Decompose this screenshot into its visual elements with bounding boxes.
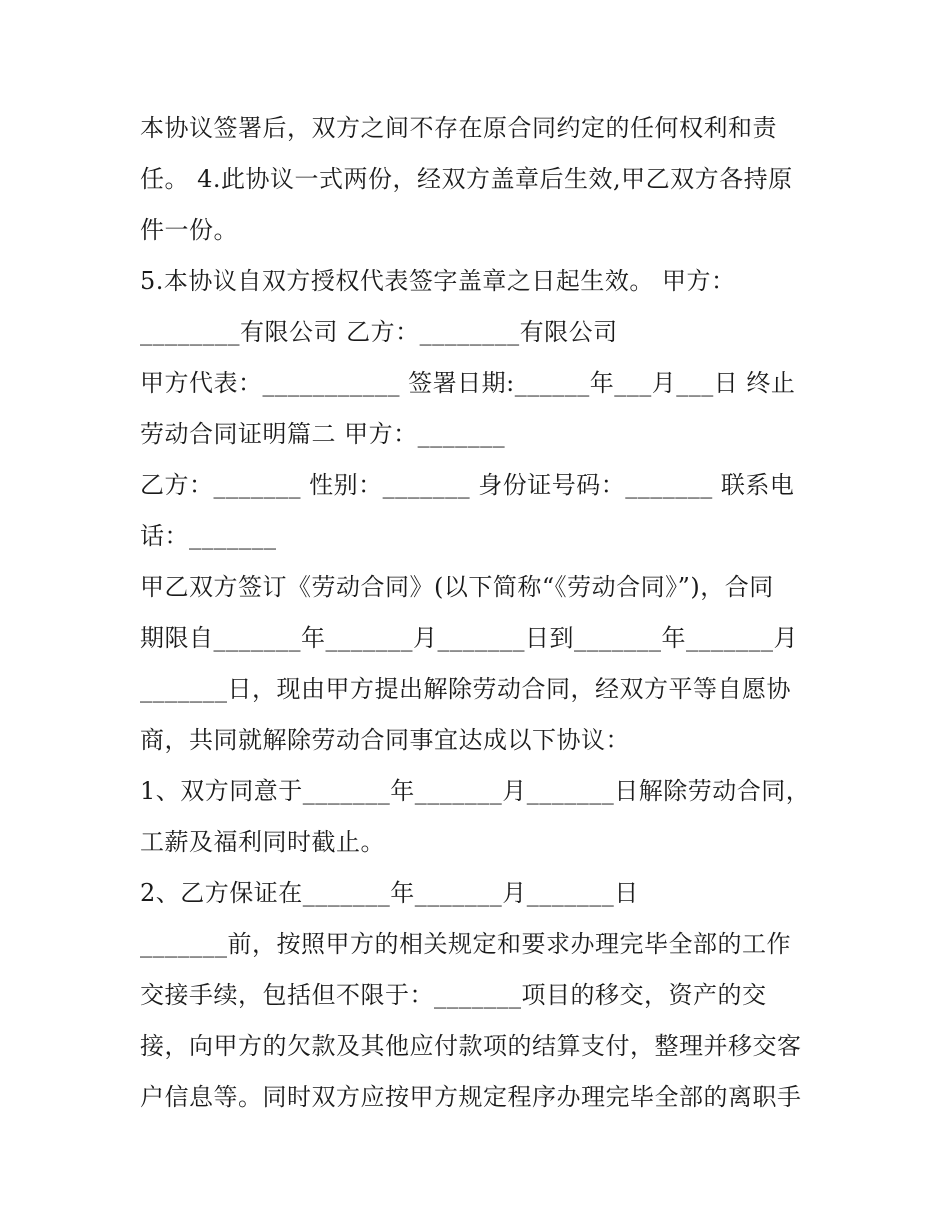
text-line: 接，向甲方的欠款及其他应付款项的结算支付，整理并移交客 [140,1032,802,1060]
text-line: _______日，现由甲方提出解除劳动合同，经双方平等自愿协 [140,675,791,703]
text-line: 工薪及福利同时截止。 [140,828,385,856]
text-line: _______前，按照甲方的相关规定和要求办理完毕全部的工作 [140,930,791,958]
text-line: 期限自_______年_______月_______日到_______年_______月 [140,624,798,652]
text-line: 商，共同就解除劳动合同事宜达成以下协议： [140,726,630,754]
text-line: 任。 4.此协议一式两份，经双方盖章后生效,甲乙双方各持原 [140,165,793,193]
text-line: 甲乙双方签订《劳动合同》(以下简称“《劳动合同》”)，合同 [140,573,774,601]
text-line: 1、双方同意于_______年_______月_______日解除劳动合同， [140,777,811,805]
text-line: 本协议签署后，双方之间不存在原合同约定的任何权利和责 [140,114,777,142]
text-line: 话：_______ [140,522,277,550]
text-line: 户信息等。同时双方应按甲方规定程序办理完毕全部的离职手 [140,1083,802,1111]
text-line: ________有限公司 乙方：________有限公司 [140,318,618,346]
text-line: 劳动合同证明篇二 甲方：_______ [140,420,506,448]
text-line: 甲方代表：___________ 签署日期:______年___月___日 终止 [140,369,796,397]
text-line: 5.本协议自双方授权代表签字盖章之日起生效。 甲方： [140,267,736,295]
text-line: 2、乙方保证在_______年_______月_______日 [140,879,639,907]
text-line: 交接手续，包括但不限于：_______项目的移交，资产的交 [140,981,767,1009]
text-line: 乙方：_______ 性别：_______ 身份证号码：_______ 联系电 [140,471,795,499]
text-line: 件一份。 [140,216,238,244]
